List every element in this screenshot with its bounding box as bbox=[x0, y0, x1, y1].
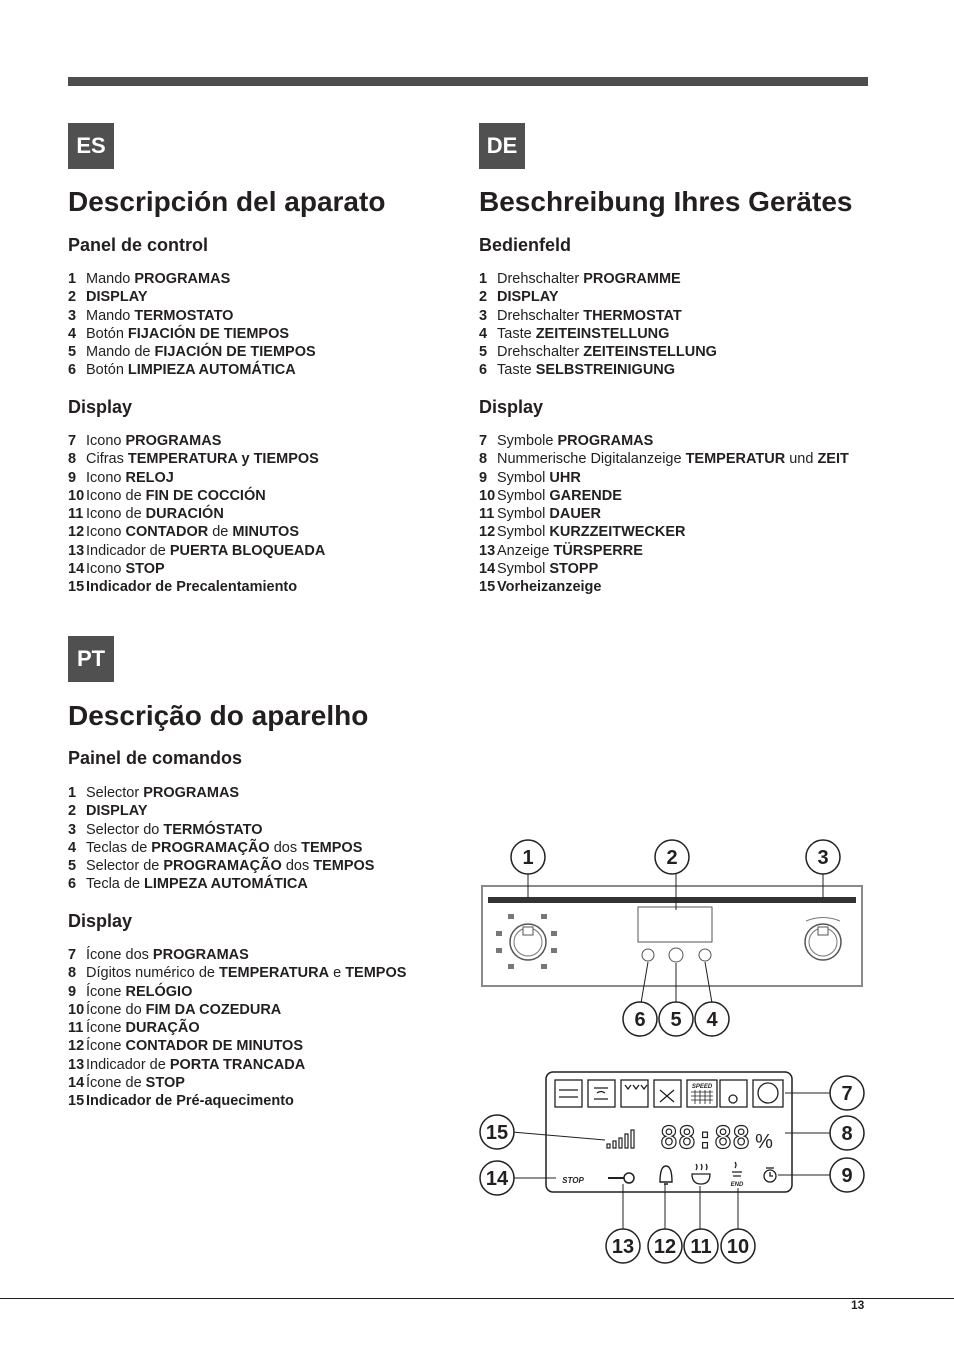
title-de: Beschreibung Ihres Gerätes bbox=[479, 186, 853, 217]
item-text: Botón bbox=[86, 325, 128, 342]
svg-text:2: 2 bbox=[666, 847, 678, 869]
oven-panel-diagram bbox=[478, 835, 878, 1265]
svg-text:13: 13 bbox=[611, 1236, 635, 1258]
display-heading-pt: Display bbox=[68, 911, 133, 931]
item-text: Icono bbox=[86, 469, 126, 486]
item-keyword: TÜRSPERRE bbox=[553, 542, 643, 559]
list-item bbox=[479, 288, 717, 306]
item-keyword: ZEITEINSTELLUNG bbox=[535, 325, 670, 342]
item-number: 3 bbox=[68, 307, 77, 324]
list-item bbox=[68, 983, 406, 1001]
item-number: 8 bbox=[68, 965, 77, 982]
item-keyword: PROGRAMAS bbox=[557, 433, 654, 449]
list-item bbox=[479, 578, 849, 596]
list-item bbox=[479, 469, 849, 487]
callout-1 bbox=[511, 840, 545, 874]
badge-pt: PT bbox=[68, 636, 114, 682]
item-keyword: DISPLAY bbox=[86, 289, 148, 306]
item-keyword: LIMPEZA AUTOMÁTICA bbox=[144, 876, 308, 893]
item-keyword: ZEIT bbox=[817, 451, 849, 468]
item-text: dos bbox=[281, 858, 314, 875]
item-keyword: STOP bbox=[125, 561, 165, 578]
timer-knob bbox=[669, 948, 683, 962]
item-text: Icono bbox=[86, 433, 126, 449]
item-number: 1 bbox=[68, 271, 77, 287]
item-text: Nummerische Digitalanzeige bbox=[497, 451, 686, 468]
item-keyword: PORTA TRANCADA bbox=[169, 1056, 306, 1073]
item-text: e bbox=[329, 965, 346, 982]
list-item bbox=[479, 361, 717, 379]
list-item bbox=[68, 469, 325, 487]
list-item bbox=[68, 432, 325, 450]
item-keyword: SELBSTREINIGUNG bbox=[535, 362, 676, 379]
item-number: 12 bbox=[68, 524, 85, 541]
list-item bbox=[68, 487, 325, 505]
item-number: 14 bbox=[68, 1075, 85, 1092]
top-rule bbox=[68, 77, 868, 86]
item-keyword: DURACIÓN bbox=[145, 506, 224, 523]
item-text: Taste bbox=[497, 325, 536, 342]
item-keyword: PROGRAMME bbox=[583, 271, 681, 287]
list-item bbox=[68, 505, 325, 523]
svg-text:11: 11 bbox=[690, 1236, 712, 1258]
item-keyword: KURZZEITWECKER bbox=[549, 524, 686, 541]
item-text: Ícone bbox=[86, 1020, 126, 1037]
panel-list-de bbox=[479, 270, 717, 380]
item-text: Drehschalter bbox=[497, 344, 584, 361]
item-keyword: TERMOSTATO bbox=[134, 307, 234, 324]
item-number: 8 bbox=[68, 451, 77, 468]
callout-4 bbox=[695, 1002, 729, 1036]
item-keyword: CONTADOR bbox=[125, 524, 209, 541]
item-keyword: Indicador de Pré-aquecimento bbox=[86, 1093, 294, 1110]
item-keyword: Vorheizanzeige bbox=[497, 579, 602, 596]
item-text: Drehschalter bbox=[497, 307, 584, 324]
item-number: 4 bbox=[68, 839, 77, 856]
item-number: 9 bbox=[479, 469, 488, 486]
item-text: Mando bbox=[86, 271, 135, 287]
list-item bbox=[68, 361, 316, 379]
item-keyword: ZEITEINSTELLUNG bbox=[583, 344, 717, 361]
item-number: 10 bbox=[68, 1001, 85, 1018]
list-item bbox=[68, 523, 325, 541]
item-text: Selector bbox=[86, 785, 144, 801]
item-keyword: TEMPERATUR bbox=[685, 451, 786, 468]
list-item bbox=[68, 542, 325, 560]
callout-6 bbox=[623, 1002, 657, 1036]
stop-icon: STOP bbox=[562, 1176, 584, 1185]
list-item bbox=[68, 270, 316, 288]
item-text: Selector do bbox=[86, 821, 164, 838]
item-text: Cifras bbox=[86, 451, 128, 468]
item-number: 10 bbox=[479, 487, 496, 504]
item-number: 3 bbox=[479, 307, 488, 324]
item-number: 4 bbox=[68, 325, 77, 342]
item-keyword: DISPLAY bbox=[497, 289, 559, 306]
list-item bbox=[479, 307, 717, 325]
item-number: 13 bbox=[68, 542, 85, 559]
panel-list-es bbox=[68, 270, 316, 380]
item-number: 8 bbox=[479, 451, 488, 468]
item-number: 2 bbox=[479, 289, 488, 306]
item-number: 12 bbox=[68, 1038, 85, 1055]
item-keyword: DAUER bbox=[549, 506, 601, 523]
callout-10 bbox=[721, 1229, 755, 1263]
item-keyword: TEMPOS bbox=[313, 858, 375, 875]
item-number: 14 bbox=[479, 561, 496, 578]
item-text: Symbol bbox=[497, 487, 550, 504]
item-number: 9 bbox=[68, 983, 77, 1000]
callout-12 bbox=[648, 1229, 682, 1263]
item-text: Indicador de bbox=[86, 542, 170, 559]
item-text: Taste bbox=[497, 362, 536, 379]
list-item bbox=[68, 1001, 406, 1019]
list-item bbox=[68, 839, 374, 857]
bottom-rule bbox=[0, 1298, 954, 1299]
title-pt: Descrição do aparelho bbox=[68, 700, 369, 731]
item-keyword: PROGRAMAS bbox=[152, 947, 249, 963]
item-keyword: RELÓGIO bbox=[125, 983, 193, 1000]
item-keyword: GARENDE bbox=[549, 487, 622, 504]
item-keyword: TEMPOS bbox=[345, 965, 407, 982]
item-keyword: LIMPIEZA AUTOMÁTICA bbox=[127, 362, 296, 379]
svg-text:1: 1 bbox=[522, 847, 534, 869]
item-number: 10 bbox=[68, 487, 85, 504]
item-number: 11 bbox=[68, 1020, 84, 1037]
panel-heading-es: Panel de control bbox=[68, 235, 209, 255]
item-keyword: Indicador de Precalentamiento bbox=[86, 579, 298, 596]
item-text: Dígitos numérico de bbox=[86, 965, 219, 982]
title-es: Descripción del aparato bbox=[68, 186, 386, 217]
svg-text:7: 7 bbox=[841, 1083, 853, 1105]
item-text: Ícone do bbox=[86, 1001, 146, 1018]
item-number: 6 bbox=[68, 362, 77, 379]
display-heading-es: Display bbox=[68, 397, 133, 417]
item-number: 1 bbox=[479, 271, 488, 287]
item-keyword: PROGRAMAS bbox=[134, 271, 231, 287]
list-item bbox=[479, 432, 849, 450]
item-number: 7 bbox=[68, 433, 77, 449]
item-text: und bbox=[785, 451, 818, 468]
degree-percent-icon: % bbox=[755, 1131, 773, 1153]
item-number: 12 bbox=[479, 524, 496, 541]
list-item bbox=[68, 1074, 406, 1092]
display-heading-de: Display bbox=[479, 397, 544, 417]
item-keyword: PROGRAMAS bbox=[143, 785, 240, 801]
item-keyword: PROGRAMAS bbox=[125, 433, 222, 449]
item-text: Teclas de bbox=[86, 839, 152, 856]
list-item bbox=[68, 1019, 406, 1037]
item-keyword: STOPP bbox=[549, 561, 599, 578]
list-item bbox=[479, 560, 849, 578]
item-number: 5 bbox=[479, 344, 488, 361]
item-number: 14 bbox=[68, 561, 85, 578]
panel-display-window bbox=[638, 907, 712, 942]
list-item bbox=[479, 523, 849, 541]
list-item bbox=[68, 1037, 406, 1055]
panel-heading-pt: Painel de comandos bbox=[68, 748, 243, 768]
item-text: Icono bbox=[86, 524, 126, 541]
callout-3 bbox=[806, 840, 840, 874]
list-item bbox=[479, 542, 849, 560]
digit-display: 88:88 bbox=[659, 1121, 751, 1156]
item-keyword: STOP bbox=[145, 1075, 185, 1092]
item-keyword: DURAÇÃO bbox=[125, 1020, 200, 1037]
list-item bbox=[479, 325, 717, 343]
list-item bbox=[479, 450, 849, 468]
display-list-de bbox=[479, 432, 849, 597]
item-text: Icono bbox=[86, 561, 126, 578]
speed-label: SPEED bbox=[691, 1084, 713, 1090]
item-number: 7 bbox=[68, 947, 77, 963]
item-keyword: PROGRAMAÇÃO bbox=[163, 858, 282, 875]
item-keyword: MINUTOS bbox=[232, 524, 299, 541]
list-item bbox=[479, 343, 717, 361]
item-number: 2 bbox=[68, 803, 77, 820]
item-text: Mando bbox=[86, 307, 135, 324]
item-text: Icono de bbox=[86, 487, 146, 504]
item-text: Ícone bbox=[86, 1038, 126, 1055]
item-number: 6 bbox=[68, 876, 77, 893]
item-text: dos bbox=[269, 839, 302, 856]
svg-text:15: 15 bbox=[485, 1122, 509, 1144]
list-item bbox=[68, 1056, 406, 1074]
item-number: 5 bbox=[68, 858, 77, 875]
item-keyword: TEMPERATURA y TIEMPOS bbox=[127, 451, 319, 468]
item-text: Ícone de bbox=[86, 1075, 146, 1092]
callout-7 bbox=[830, 1076, 864, 1110]
end-label: END bbox=[730, 1182, 744, 1188]
page-number: 13 bbox=[851, 1298, 865, 1312]
list-item bbox=[68, 307, 316, 325]
item-keyword: PROGRAMAÇÃO bbox=[151, 839, 270, 856]
item-number: 7 bbox=[479, 433, 488, 449]
item-number: 13 bbox=[479, 542, 496, 559]
svg-text:6: 6 bbox=[634, 1009, 646, 1031]
item-text: de bbox=[208, 524, 233, 541]
list-item bbox=[68, 343, 316, 361]
item-keyword: FIM DA COZEDURA bbox=[145, 1001, 282, 1018]
list-item bbox=[479, 505, 849, 523]
item-number: 5 bbox=[68, 344, 77, 361]
item-text: Indicador de bbox=[86, 1056, 170, 1073]
item-keyword: UHR bbox=[549, 469, 581, 486]
item-keyword: PUERTA BLOQUEADA bbox=[169, 542, 326, 559]
panel-list-pt bbox=[68, 784, 374, 894]
badge-es: ES bbox=[68, 123, 114, 169]
list-item bbox=[479, 487, 849, 505]
item-text: Ícone dos bbox=[86, 947, 153, 963]
item-keyword: TEMPERATURA bbox=[218, 965, 330, 982]
item-number: 4 bbox=[479, 325, 488, 342]
list-item bbox=[68, 325, 316, 343]
list-item bbox=[68, 560, 325, 578]
item-number: 2 bbox=[68, 289, 77, 306]
callout-5 bbox=[659, 1002, 693, 1036]
callout-13 bbox=[606, 1229, 640, 1263]
panel-strip bbox=[488, 897, 856, 903]
display-list-es bbox=[68, 432, 325, 597]
item-text: Symbole bbox=[497, 433, 558, 449]
list-item bbox=[68, 450, 325, 468]
svg-text:12: 12 bbox=[653, 1236, 677, 1258]
display-list-pt bbox=[68, 946, 406, 1111]
item-number: 15 bbox=[479, 579, 496, 596]
item-text: Anzeige bbox=[497, 542, 554, 559]
item-number: 15 bbox=[68, 1093, 85, 1110]
item-number: 3 bbox=[68, 821, 77, 838]
item-keyword: CONTADOR DE MINUTOS bbox=[125, 1038, 303, 1055]
item-text: Selector de bbox=[86, 858, 164, 875]
list-item bbox=[68, 946, 406, 964]
item-number: 6 bbox=[479, 362, 488, 379]
callout-8 bbox=[830, 1116, 864, 1150]
list-item bbox=[68, 1092, 406, 1110]
item-number: 15 bbox=[68, 579, 85, 596]
badge-de: DE bbox=[479, 123, 525, 169]
svg-text:3: 3 bbox=[817, 847, 829, 869]
list-item bbox=[68, 288, 316, 306]
panel-heading-de: Bedienfeld bbox=[479, 235, 572, 255]
item-text: Symbol bbox=[497, 506, 550, 523]
item-keyword: RELOJ bbox=[125, 469, 174, 486]
item-text: Mando de bbox=[86, 344, 155, 361]
item-text: Botón bbox=[86, 362, 128, 379]
self-clean-button bbox=[642, 949, 654, 961]
item-keyword: THERMOSTAT bbox=[583, 307, 682, 324]
list-item bbox=[68, 875, 374, 893]
list-item bbox=[68, 821, 374, 839]
svg-text:5: 5 bbox=[670, 1009, 682, 1031]
item-number: 1 bbox=[68, 785, 77, 801]
callout-15 bbox=[480, 1115, 514, 1149]
callout-14 bbox=[480, 1161, 514, 1195]
item-text: Tecla de bbox=[86, 876, 145, 893]
callout-9 bbox=[830, 1158, 864, 1192]
svg-text:8: 8 bbox=[841, 1123, 853, 1145]
list-item bbox=[68, 578, 325, 596]
item-number: 13 bbox=[68, 1056, 85, 1073]
item-number: 9 bbox=[68, 469, 77, 486]
list-item bbox=[68, 784, 374, 802]
item-text: Ícone bbox=[86, 983, 126, 1000]
list-item bbox=[479, 270, 717, 288]
item-keyword: FIN DE COCCIÓN bbox=[145, 487, 266, 504]
item-text: Icono de bbox=[86, 506, 146, 523]
svg-text:4: 4 bbox=[706, 1009, 718, 1031]
item-keyword: DISPLAY bbox=[86, 803, 148, 820]
item-keyword: FIJACIÓN DE TIEMPOS bbox=[127, 325, 290, 342]
svg-text:9: 9 bbox=[841, 1165, 853, 1187]
item-keyword: FIJACIÓN DE TIEMPOS bbox=[154, 344, 316, 361]
list-item bbox=[68, 964, 406, 982]
item-keyword: TERMÓSTATO bbox=[163, 821, 263, 838]
item-text: Drehschalter bbox=[497, 271, 584, 287]
item-number: 11 bbox=[68, 506, 84, 523]
item-text: Symbol bbox=[497, 469, 550, 486]
item-text: Symbol bbox=[497, 561, 550, 578]
list-item bbox=[68, 857, 374, 875]
callout-11 bbox=[684, 1229, 718, 1263]
svg-text:14: 14 bbox=[485, 1168, 509, 1190]
list-item bbox=[68, 802, 374, 820]
time-setting-button bbox=[699, 949, 711, 961]
svg-text:10: 10 bbox=[726, 1236, 750, 1258]
callout-2 bbox=[655, 840, 689, 874]
item-keyword: TEMPOS bbox=[301, 839, 363, 856]
item-number: 11 bbox=[479, 506, 495, 523]
item-text: Symbol bbox=[497, 524, 550, 541]
